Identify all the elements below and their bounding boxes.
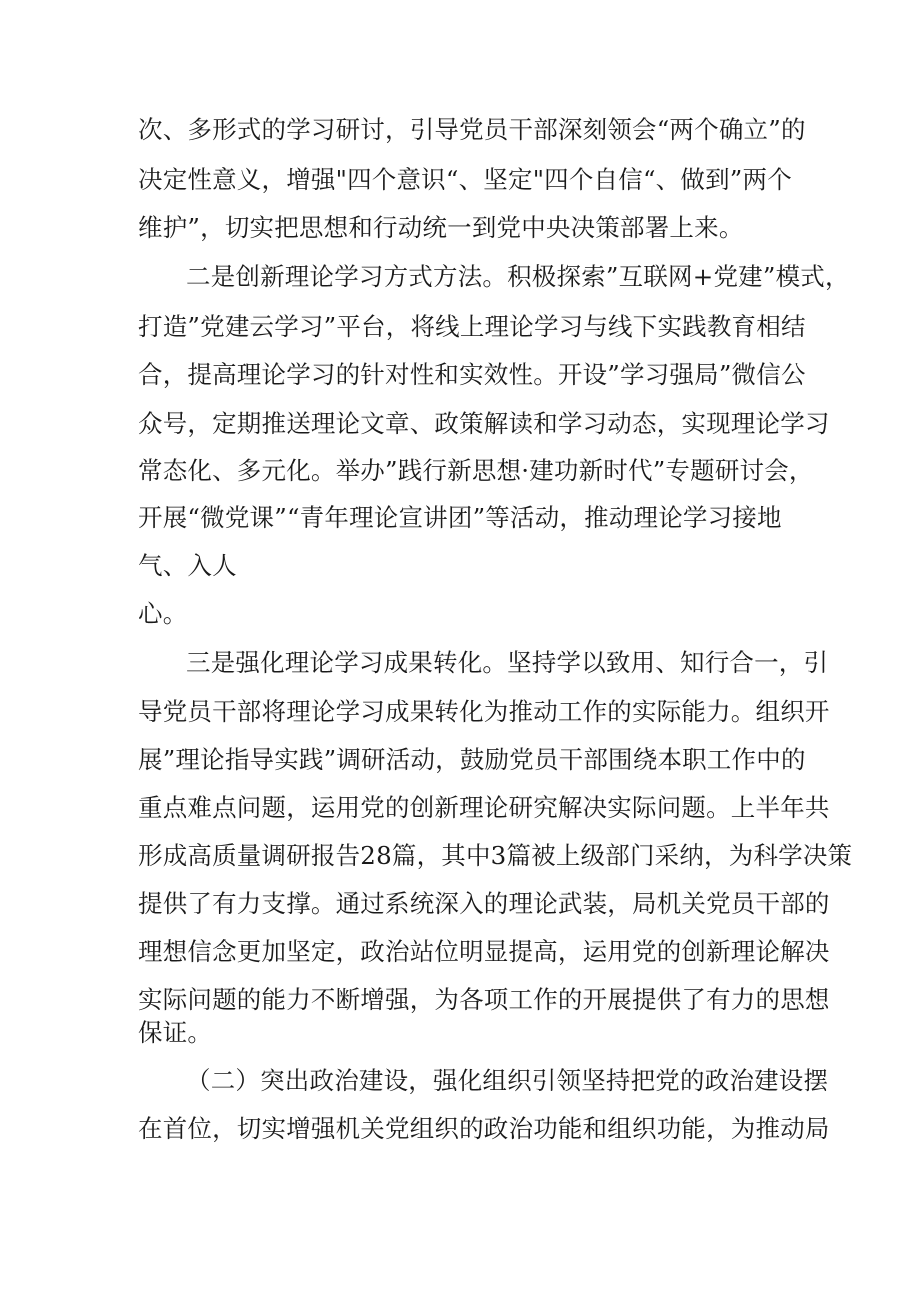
text-line: 重点难点问题，运用党的创新理论研究解决实际问题。上半年共 [138, 793, 830, 822]
text-line: 决定性意义，增强"四个意识“、坚定"四个自信“、做到”两个 [138, 165, 792, 194]
text-line: 展”理论指导实践”调研活动，鼓励党员干部围绕本职工作中的 [138, 745, 806, 774]
text-line: 导党员干部将理论学习成果转化为推动工作的实际能力。组织开 [138, 697, 830, 726]
text-line: 理想信念更加坚定，政治站位明显提高，运用党的创新理论解决 [138, 937, 830, 966]
text-line: 形成高质量调研报告28篇，其中3篇被上级部门采纳，为科学决策 [138, 841, 853, 870]
text-line: 提供了有力支撑。通过系统深入的理论武装，局机关党员干部的 [138, 889, 830, 918]
paragraph-start-line: 二是创新理论学习方式方法。积极探索”互联网+党建”模式， [186, 262, 850, 291]
text-line: 心。 [138, 599, 188, 628]
section-heading-line: （二）突出政治建设，强化组织引领坚持把党的政治建设摆 [186, 1066, 829, 1095]
text-line: 常态化、多元化。举办”践行新思想·建功新时代”专题研讨会， [138, 456, 814, 485]
text-line: 维护”，切实把思想和行动统一到党中央决策部署上来。 [138, 213, 744, 242]
text-line: 次、多形式的学习研讨，引导党员干部深刻领会“两个确立”的 [138, 115, 806, 144]
text-line: 合，提高理论学习的针对性和实效性。开设”学习强局”微信公 [138, 360, 806, 389]
text-line: 打造”党建云学习”平台，将线上理论学习与线下实践教育相结 [138, 312, 806, 341]
text-line: 实际问题的能力不断增强，为各项工作的开展提供了有力的思想 [138, 985, 830, 1014]
text-line: 开展“微党课”“青年理论宣讲团”等活动，推动理论学习接地 [138, 503, 782, 532]
text-line: 在首位，切实增强机关党组织的政治功能和组织功能，为推动局 [138, 1114, 830, 1143]
text-line: 气、入人 [138, 551, 237, 580]
text-line: 保证。 [138, 1018, 213, 1047]
paragraph-start-line: 三是强化理论学习成果转化。坚持学以致用、知行合一，引 [186, 648, 829, 677]
text-line: 众号，定期推送理论文章、政策解读和学习动态，实现理论学习 [138, 409, 830, 438]
